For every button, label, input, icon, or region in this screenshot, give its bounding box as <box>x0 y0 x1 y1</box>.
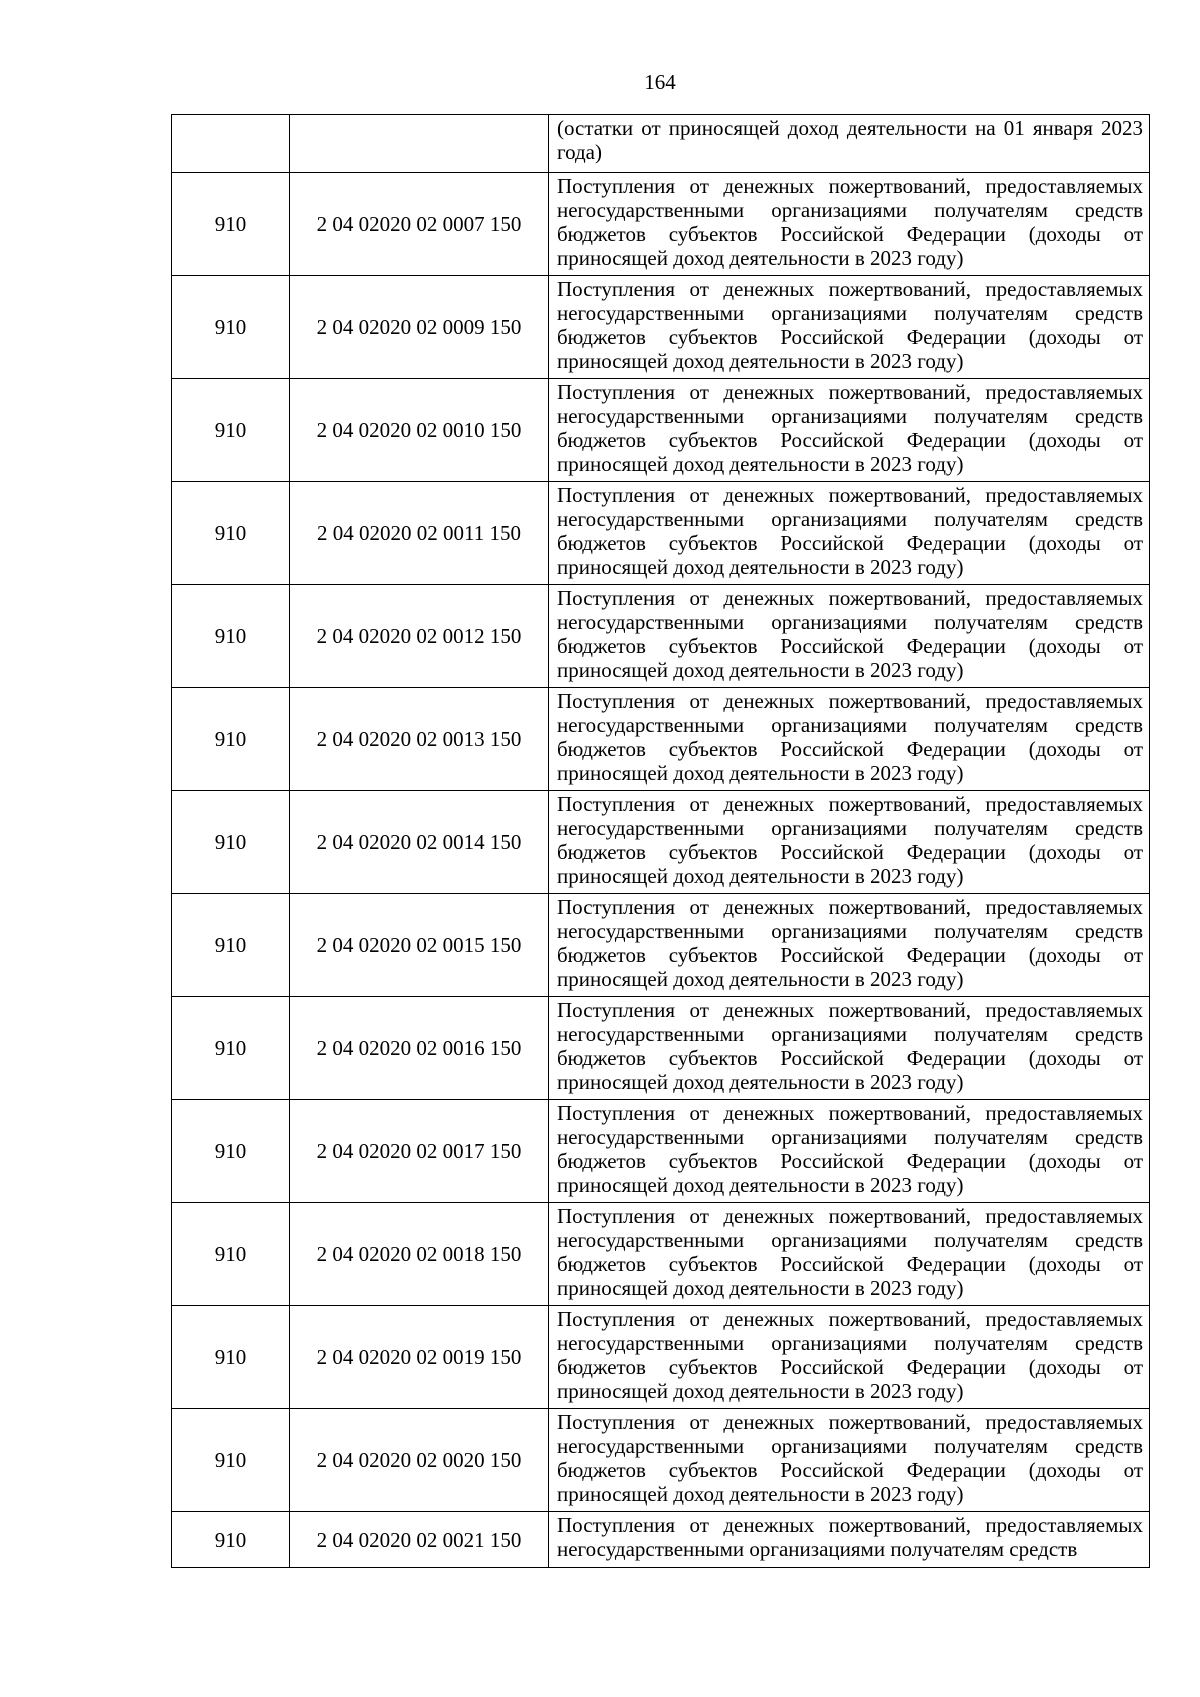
table-row <box>172 276 1150 379</box>
description-cell: Поступления от денежных пожертвований, предоставляемых негосударственными организациями получателям средств бюджетов субъектов Российской Федерации (доходы от приносящей доход деятельности в 2023 году) <box>549 791 1150 894</box>
table-row <box>172 894 1150 997</box>
budget-code-cell: 2 04 02020 02 0011 150 <box>290 482 549 585</box>
admin-code-cell: 910 <box>172 1512 290 1568</box>
description-cell: Поступления от денежных пожертвований, предоставляемых негосударственными организациями получателям средств бюджетов субъектов Российской Федерации (доходы от приносящей доход деятельности в 2023 году) <box>549 1100 1150 1203</box>
table-row <box>172 1100 1150 1203</box>
admin-code-cell: 910 <box>172 1409 290 1512</box>
admin-code-cell: 910 <box>172 173 290 276</box>
description-cell: Поступления от денежных пожертвований, предоставляемых негосударственными организациями получателям средств бюджетов субъектов Российской Федерации (доходы от приносящей доход деятельности в 2023 году) <box>549 173 1150 276</box>
admin-code-cell: 910 <box>172 276 290 379</box>
description-cell: Поступления от денежных пожертвований, предоставляемых негосударственными организациями получателям средств бюджетов субъектов Российской Федерации (доходы от приносящей доход деятельности в 2023 году) <box>549 1306 1150 1409</box>
budget-code-cell: 2 04 02020 02 0016 150 <box>290 997 549 1100</box>
admin-code-cell: 910 <box>172 688 290 791</box>
budget-code-cell: 2 04 02020 02 0015 150 <box>290 894 549 997</box>
budget-code-cell <box>290 115 549 173</box>
description-cell: Поступления от денежных пожертвований, предоставляемых негосударственными организациями получателям средств бюджетов субъектов Российской Федерации (доходы от приносящей доход деятельности в 2023 году) <box>549 894 1150 997</box>
table-row <box>172 997 1150 1100</box>
admin-code-cell: 910 <box>172 1306 290 1409</box>
budget-code-cell: 2 04 02020 02 0013 150 <box>290 688 549 791</box>
table-row <box>172 1306 1150 1409</box>
budget-code-cell: 2 04 02020 02 0007 150 <box>290 173 549 276</box>
table-row <box>172 173 1150 276</box>
admin-code-cell: 910 <box>172 379 290 482</box>
admin-code-cell: 910 <box>172 1100 290 1203</box>
budget-code-cell: 2 04 02020 02 0017 150 <box>290 1100 549 1203</box>
budget-code-cell: 2 04 02020 02 0019 150 <box>290 1306 549 1409</box>
description-cell: Поступления от денежных пожертвований, предоставляемых негосударственными организациями получателям средств бюджетов субъектов Российской Федерации (доходы от приносящей доход деятельности в 2023 году) <box>549 688 1150 791</box>
table-row <box>172 1512 1150 1568</box>
table-row <box>172 1203 1150 1306</box>
table-body <box>172 115 1150 1568</box>
table-row <box>172 585 1150 688</box>
table-row <box>172 688 1150 791</box>
table-row <box>172 115 1150 173</box>
budget-code-cell: 2 04 02020 02 0012 150 <box>290 585 549 688</box>
description-cell: Поступления от денежных пожертвований, предоставляемых негосударственными организациями получателям средств <box>549 1512 1150 1568</box>
admin-code-cell: 910 <box>172 482 290 585</box>
description-cell: Поступления от денежных пожертвований, предоставляемых негосударственными организациями получателям средств бюджетов субъектов Российской Федерации (доходы от приносящей доход деятельности в 2023 году) <box>549 482 1150 585</box>
budget-classification-table <box>171 114 1150 1568</box>
budget-code-cell: 2 04 02020 02 0020 150 <box>290 1409 549 1512</box>
table-row <box>172 1409 1150 1512</box>
budget-code-cell: 2 04 02020 02 0018 150 <box>290 1203 549 1306</box>
table-row <box>172 482 1150 585</box>
admin-code-cell: 910 <box>172 997 290 1100</box>
description-cell: (остатки от приносящей доход деятельности на 01 января 2023 года) <box>549 115 1150 173</box>
table-row <box>172 791 1150 894</box>
budget-code-cell: 2 04 02020 02 0014 150 <box>290 791 549 894</box>
budget-code-cell: 2 04 02020 02 0009 150 <box>290 276 549 379</box>
budget-code-cell: 2 04 02020 02 0021 150 <box>290 1512 549 1568</box>
budget-code-cell: 2 04 02020 02 0010 150 <box>290 379 549 482</box>
admin-code-cell <box>172 115 290 173</box>
admin-code-cell: 910 <box>172 894 290 997</box>
admin-code-cell: 910 <box>172 791 290 894</box>
table-row <box>172 379 1150 482</box>
admin-code-cell: 910 <box>172 1203 290 1306</box>
description-cell: Поступления от денежных пожертвований, предоставляемых негосударственными организациями получателям средств бюджетов субъектов Российской Федерации (доходы от приносящей доход деятельности в 2023 году) <box>549 379 1150 482</box>
description-cell: Поступления от денежных пожертвований, предоставляемых негосударственными организациями получателям средств бюджетов субъектов Российской Федерации (доходы от приносящей доход деятельности в 2023 году) <box>549 1409 1150 1512</box>
admin-code-cell: 910 <box>172 585 290 688</box>
page-number: 164 <box>644 70 676 94</box>
description-cell: Поступления от денежных пожертвований, предоставляемых негосударственными организациями получателям средств бюджетов субъектов Российской Федерации (доходы от приносящей доход деятельности в 2023 году) <box>549 276 1150 379</box>
description-cell: Поступления от денежных пожертвований, предоставляемых негосударственными организациями получателям средств бюджетов субъектов Российской Федерации (доходы от приносящей доход деятельности в 2023 году) <box>549 997 1150 1100</box>
description-cell: Поступления от денежных пожертвований, предоставляемых негосударственными организациями получателям средств бюджетов субъектов Российской Федерации (доходы от приносящей доход деятельности в 2023 году) <box>549 1203 1150 1306</box>
description-cell: Поступления от денежных пожертвований, предоставляемых негосударственными организациями получателям средств бюджетов субъектов Российской Федерации (доходы от приносящей доход деятельности в 2023 году) <box>549 585 1150 688</box>
